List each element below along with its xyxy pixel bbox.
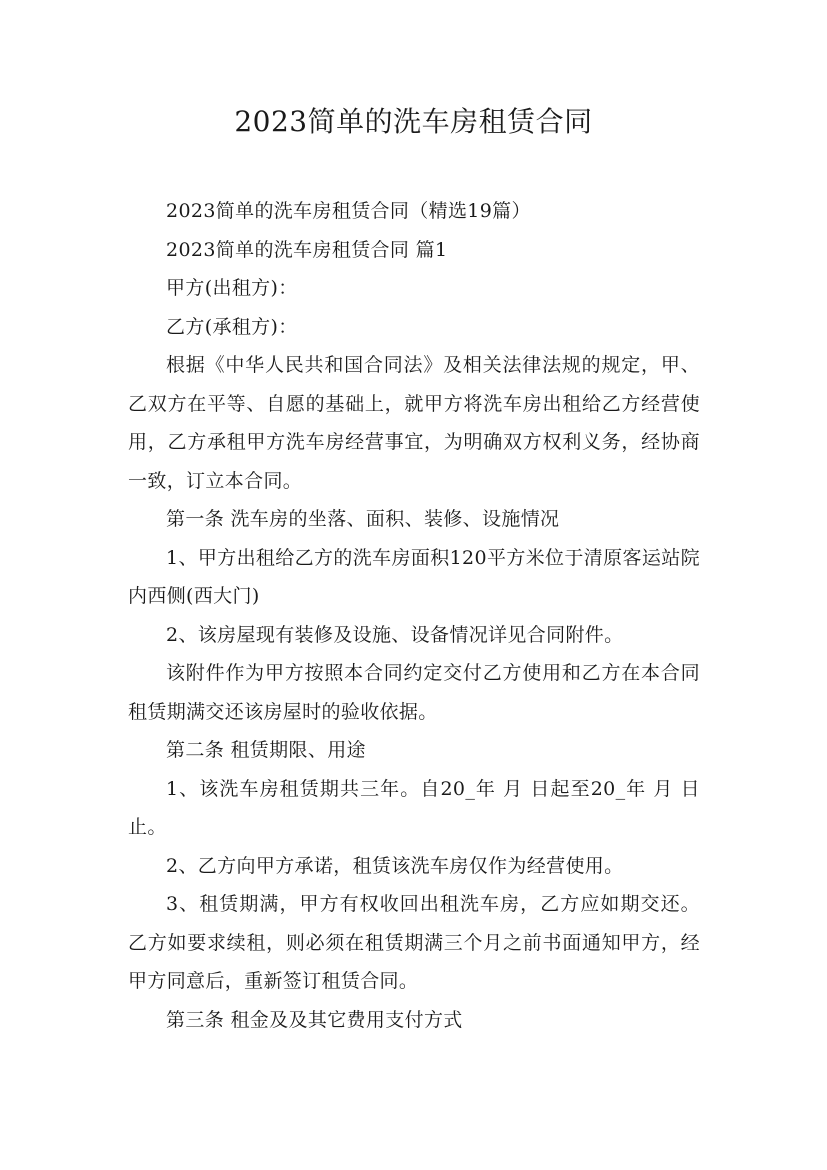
- paragraph-subtitle: 2023简单的洗车房租赁合同（精选19篇）: [166, 200, 531, 222]
- paragraph-article-2-item-2: 2、乙方向甲方承诺，租赁该洗车房仅作为经营使用。: [166, 854, 624, 877]
- paragraph-article-1-item-1: 1、甲方出租给乙方的洗车房面积120平方米位于清原客运站院内西侧(西大门): [128, 546, 700, 607]
- paragraph-article-1-heading: 第一条 洗车房的坐落、面积、装修、设施情况: [166, 508, 560, 530]
- paragraph-article-2-item-3: 3、租赁期满，甲方有权收回出租洗车房，乙方应如期交还。乙方如要求续租，则必须在租赁期满三个月之前书面通知甲方，经甲方同意后，重新签订租赁合同。: [128, 893, 700, 992]
- paragraph-article-1-item-2: 2、该房屋现有装修及设施、设备情况详见合同附件。: [166, 623, 624, 646]
- document-body: [128, 192, 700, 1039]
- paragraph-article-2-heading: 第二条 租赁期限、用途: [166, 739, 366, 761]
- paragraph-article-1-note: 该附件作为甲方按照本合同约定交付乙方使用和乙方在本合同租赁期满交还该房屋时的验收依据。: [128, 662, 700, 723]
- paragraph-article-3-heading: 第三条 租金及及其它费用支付方式: [166, 1008, 463, 1031]
- paragraph-article-2-item-1: 1、该洗车房租赁期共三年。自20_年 月 日起至20_年 月 日止。: [128, 777, 700, 838]
- document-title: 2023简单的洗车房租赁合同: [234, 105, 593, 138]
- paragraph-party-a: 甲方(出租方)：: [166, 277, 298, 299]
- paragraph-section-heading: 2023简单的洗车房租赁合同 篇1: [166, 238, 448, 261]
- paragraph-party-b: 乙方(承租方)：: [166, 315, 298, 338]
- paragraph-preamble: 根据《中华人民共和国合同法》及相关法律法规的规定，甲、乙双方在平等、自愿的基础上，就甲方将洗车房出租给乙方经营使用，乙方承租甲方洗车房经营事宜，为明确双方权利义务，经协商一致，订立本合同。: [128, 354, 700, 492]
